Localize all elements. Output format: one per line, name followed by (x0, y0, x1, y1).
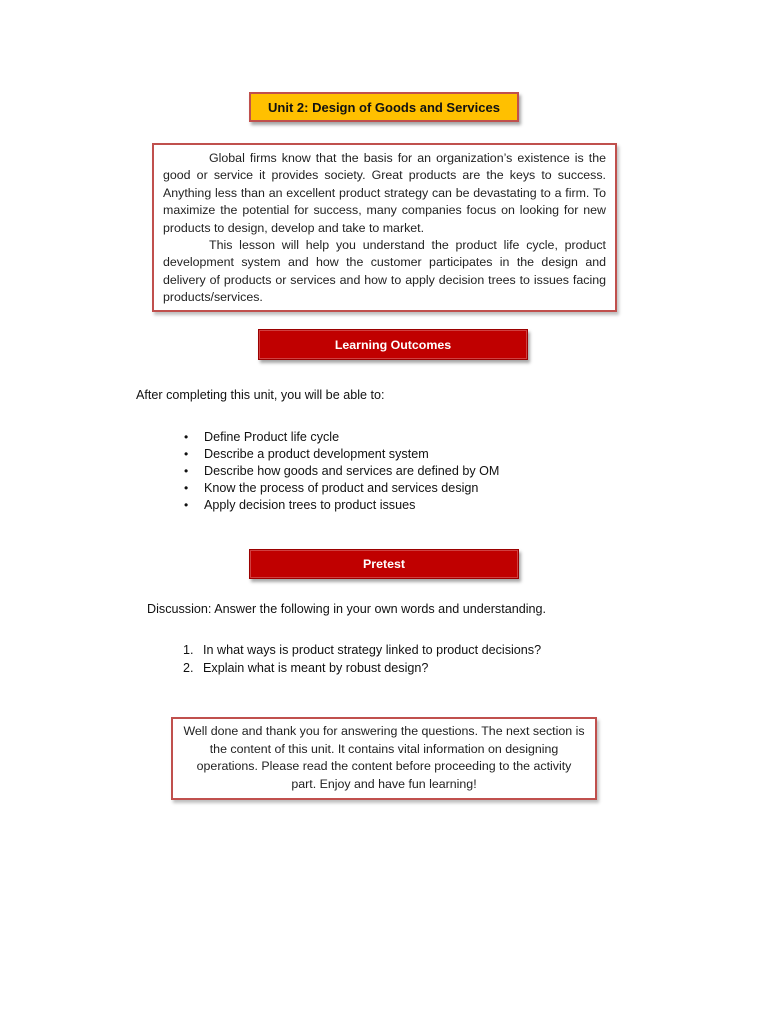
intro-box (152, 143, 617, 312)
learning-outcomes-heading: Learning Outcomes (334, 337, 452, 352)
bullet-icon: • (184, 498, 189, 512)
closing-message-box (171, 717, 597, 800)
outcome-text: Define Product life cycle (204, 430, 340, 444)
list-item (184, 480, 499, 497)
unit-title: Unit 2: Design of Goods and Services (268, 99, 500, 115)
list-item (183, 659, 541, 677)
outcome-text: Know the process of product and services design (204, 481, 479, 495)
question-number: 2. (183, 661, 194, 675)
closing-message: Well done and thank you for answering the questions. The next section is the content of this unit. It contains vital information on designing operations. Please read the content before proceeding to the activity part. Enjoy and have fun learning! (183, 724, 585, 791)
pretest-heading-bar (249, 549, 519, 579)
list-item (184, 497, 499, 514)
intro-paragraph-1: Global firms know that the basis for an organization’s existence is the good or service it provides society. Great products are the keys to success. Anything less than an excellent product strategy can be devastating to a firm. To maximize the potential for success, many companies focus on looking for new products to design, develop and take to market. (163, 151, 606, 235)
list-item (184, 463, 499, 480)
unit-title-box (249, 92, 519, 122)
pretest-instruction: Discussion: Answer the following in your own words and understanding. (147, 602, 547, 616)
list-item (184, 446, 499, 463)
bullet-icon: • (184, 447, 189, 461)
question-text: In what ways is product strategy linked to product decisions? (203, 643, 542, 657)
bullet-icon: • (184, 430, 189, 444)
intro-paragraph-2: This lesson will help you understand the product life cycle, product development system and how the customer participates in the design and delivery of products or services and how to apply decision trees to issues facing products/services. (163, 238, 606, 305)
learning-outcomes-list (184, 429, 499, 514)
outcome-text: Describe how goods and services are defined by OM (204, 464, 500, 478)
list-item (183, 641, 541, 659)
bullet-icon: • (184, 464, 189, 478)
question-number: 1. (183, 643, 194, 657)
learning-outcomes-lead: After completing this unit, you will be able to: (136, 388, 385, 402)
outcome-text: Describe a product development system (204, 447, 429, 461)
question-text: Explain what is meant by robust design? (203, 661, 429, 675)
outcome-text: Apply decision trees to product issues (204, 498, 416, 512)
bullet-icon: • (184, 481, 189, 495)
list-item (184, 429, 499, 446)
learning-outcomes-heading-bar (258, 329, 528, 360)
pretest-questions-list (183, 641, 541, 677)
pretest-heading: Pretest (362, 557, 405, 571)
